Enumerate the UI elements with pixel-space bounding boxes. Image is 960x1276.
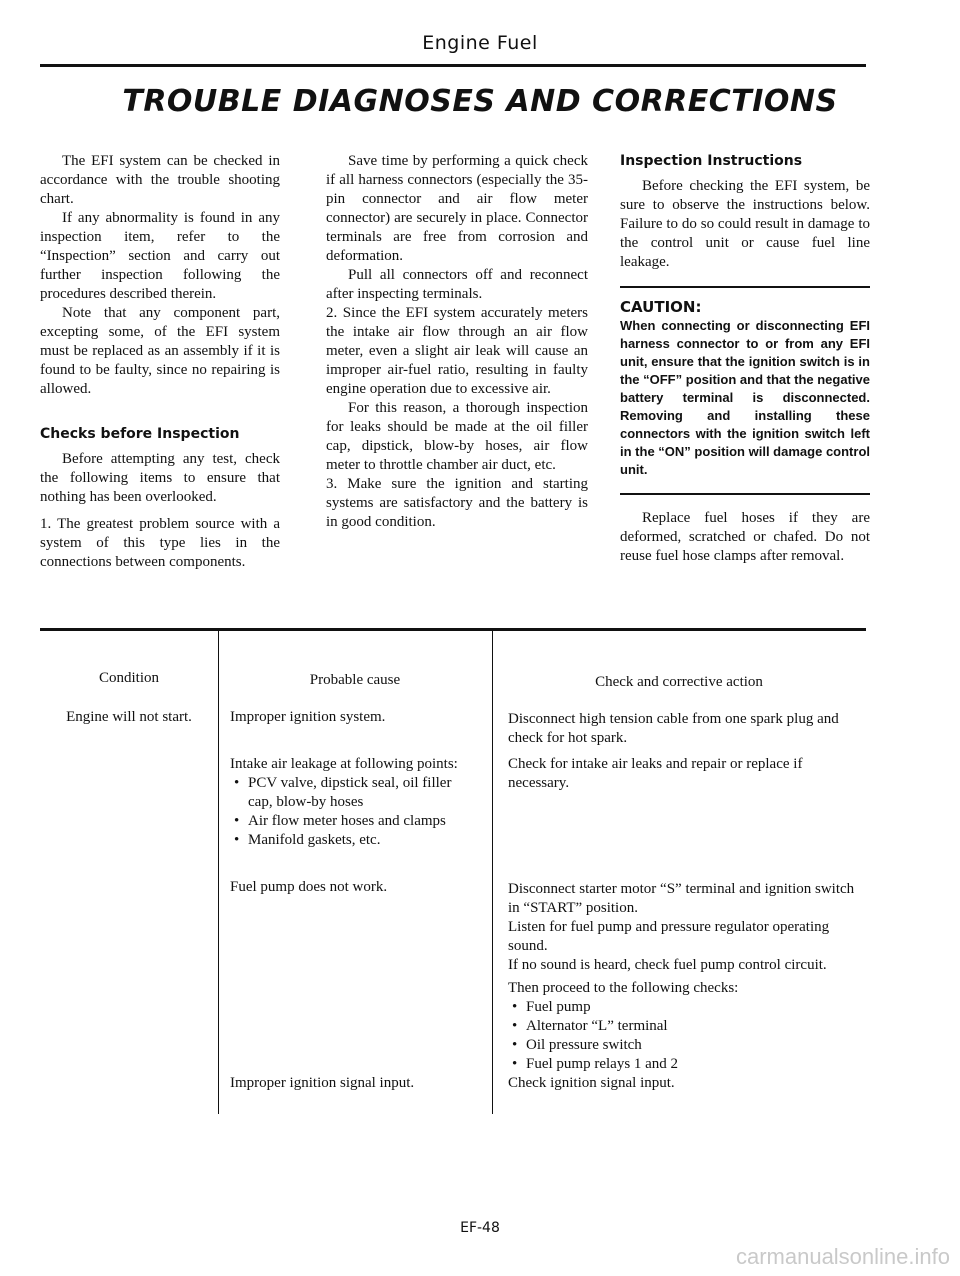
action-starter-text: Disconnect starter motor “S” terminal and ignition switch in “START” position. xyxy=(508,881,855,916)
table-header-corrective-action: Check and corrective action xyxy=(595,674,763,690)
cause-bullet-item: • Manifold gaskets, etc. xyxy=(234,832,381,848)
header-rule xyxy=(40,64,866,67)
col1-paragraph-5: 1. The greatest problem source with a system of this type lies in the connections between components. xyxy=(40,516,280,570)
caution-bottom-rule xyxy=(620,493,870,495)
caution-top-rule xyxy=(620,286,870,288)
action-bullet-item: • Oil pressure switch xyxy=(512,1037,642,1053)
col2-paragraph-4: For this reason, a thorough inspection for leaks should be made at the oil filler cap, dipstick, blow-by hoses, air flow meter to throttle chamber air duct, etc. xyxy=(326,400,588,473)
action-proceed-text: Then proceed to the following checks: xyxy=(508,980,739,996)
cause-cell-2 xyxy=(230,755,475,850)
col1-paragraph-4: Before attempting any test, check the following items to ensure that nothing has been overlooked. xyxy=(40,451,280,505)
col1-paragraph-1: The EFI system can be checked in accordance with the trouble shooting chart. xyxy=(40,153,280,207)
column-3 xyxy=(620,152,870,566)
action-bullet-text: Fuel pump relays 1 and 2 xyxy=(526,1056,679,1072)
cause-bullet-text: Air flow meter hoses and clamps xyxy=(248,813,446,829)
action-cell-3 xyxy=(508,880,858,1074)
col3-paragraph-1: Before checking the EFI system, be sure to observe the instructions below. Failure to do so could result in damage to the control unit or cause fuel line leakage. xyxy=(620,178,870,270)
column-1 xyxy=(40,152,280,572)
col1-paragraph-3: Note that any component part, excepting some, of the EFI system must be replaced as an assembly if it is found to be faulty, since no repairing is allowed. xyxy=(40,305,280,397)
col2-paragraph-5: 3. Make sure the ignition and starting systems are satisfactory and the battery is in good condition. xyxy=(326,476,588,530)
action-bullet-item: • Fuel pump xyxy=(512,999,591,1015)
action-bullet-text: Oil pressure switch xyxy=(526,1037,642,1053)
cause-bullet-item: • PCV valve, dipstick seal, oil filler cap, blow-by hoses xyxy=(234,775,452,810)
cause-bullet-item: • Air flow meter hoses and clamps xyxy=(234,813,446,829)
cause-bullet-text: Manifold gaskets, etc. xyxy=(248,832,381,848)
col2-paragraph-3: 2. Since the EFI system accurately meters the intake air flow through an air flow meter, even a slight air leak will cause an improper air-fuel ratio, resulting in faulty engine operation due to excessive air. xyxy=(326,305,588,397)
table-divider-1-ext xyxy=(218,631,219,1114)
header-title: Engine Fuel xyxy=(422,32,538,54)
cause-bullet-text: PCV valve, dipstick seal, oil filler cap, blow-by hoses xyxy=(248,775,452,810)
table-top-rule xyxy=(40,628,866,631)
page-title: TROUBLE DIAGNOSES AND CORRECTIONS xyxy=(122,84,838,119)
caution-heading: CAUTION: xyxy=(620,298,702,316)
action-cell-2: Check for intake air leaks and repair or replace if necessary. xyxy=(508,756,803,791)
checks-before-inspection-heading: Checks before Inspection xyxy=(40,426,240,442)
action-listen-text: Listen for fuel pump and pressure regulator operating sound. xyxy=(508,919,830,954)
col2-paragraph-1: Save time by performing a quick check if all harness connectors (especially the 35-pin connector and air flow meter connector) are securely in place. Connector terminals are free from corrosion and deformation. xyxy=(326,153,588,264)
cause-cell-3: Fuel pump does not work. xyxy=(230,879,388,895)
table-header-condition: Condition xyxy=(98,670,159,686)
caution-text: When connecting or disconnecting EFI harness connector to or from any EFI unit, ensure that the ignition switch is in the “OFF” position and that the negative battery terminal is disconnected. Removing and installing these connectors with the ignition switch left in the “ON” position will damage control unit. xyxy=(620,318,870,477)
page-number: EF-48 xyxy=(460,1220,500,1236)
action-bullet-text: Alternator “L” terminal xyxy=(526,1018,668,1034)
action-cell-1: Disconnect high tension cable from one spark plug and check for hot spark. xyxy=(508,711,839,746)
col3-paragraph-2: Replace fuel hoses if they are deformed, scratched or chafed. Do not reuse fuel hose clamps after removal. xyxy=(620,510,870,564)
condition-cell: Engine will not start. xyxy=(66,709,192,725)
table-header-probable-cause: Probable cause xyxy=(309,672,401,688)
inspection-instructions-heading: Inspection Instructions xyxy=(620,153,803,169)
action-cell-4: Check ignition signal input. xyxy=(508,1075,675,1091)
watermark: carmanualsonline.info xyxy=(735,1244,950,1269)
action-bullet-item: • Fuel pump relays 1 and 2 xyxy=(512,1056,679,1072)
cause-cell-1: Improper ignition system. xyxy=(230,709,386,725)
table-divider-2-ext xyxy=(492,631,493,1114)
column-2 xyxy=(326,152,588,532)
action-bullet-item: • Alternator “L” terminal xyxy=(512,1018,668,1034)
action-bullet-text: Fuel pump xyxy=(526,999,591,1015)
col2-paragraph-2: Pull all connectors off and reconnect after inspecting terminals. xyxy=(326,267,588,302)
cause-intake-leak-text: Intake air leakage at following points: xyxy=(230,756,458,772)
action-no-sound-text: If no sound is heard, check fuel pump control circuit. xyxy=(508,957,827,973)
col1-paragraph-2: If any abnormality is found in any inspection item, refer to the “Inspection” section and carry out further inspection following the procedures described therein. xyxy=(40,210,280,302)
cause-cell-4: Improper ignition signal input. xyxy=(230,1075,415,1091)
